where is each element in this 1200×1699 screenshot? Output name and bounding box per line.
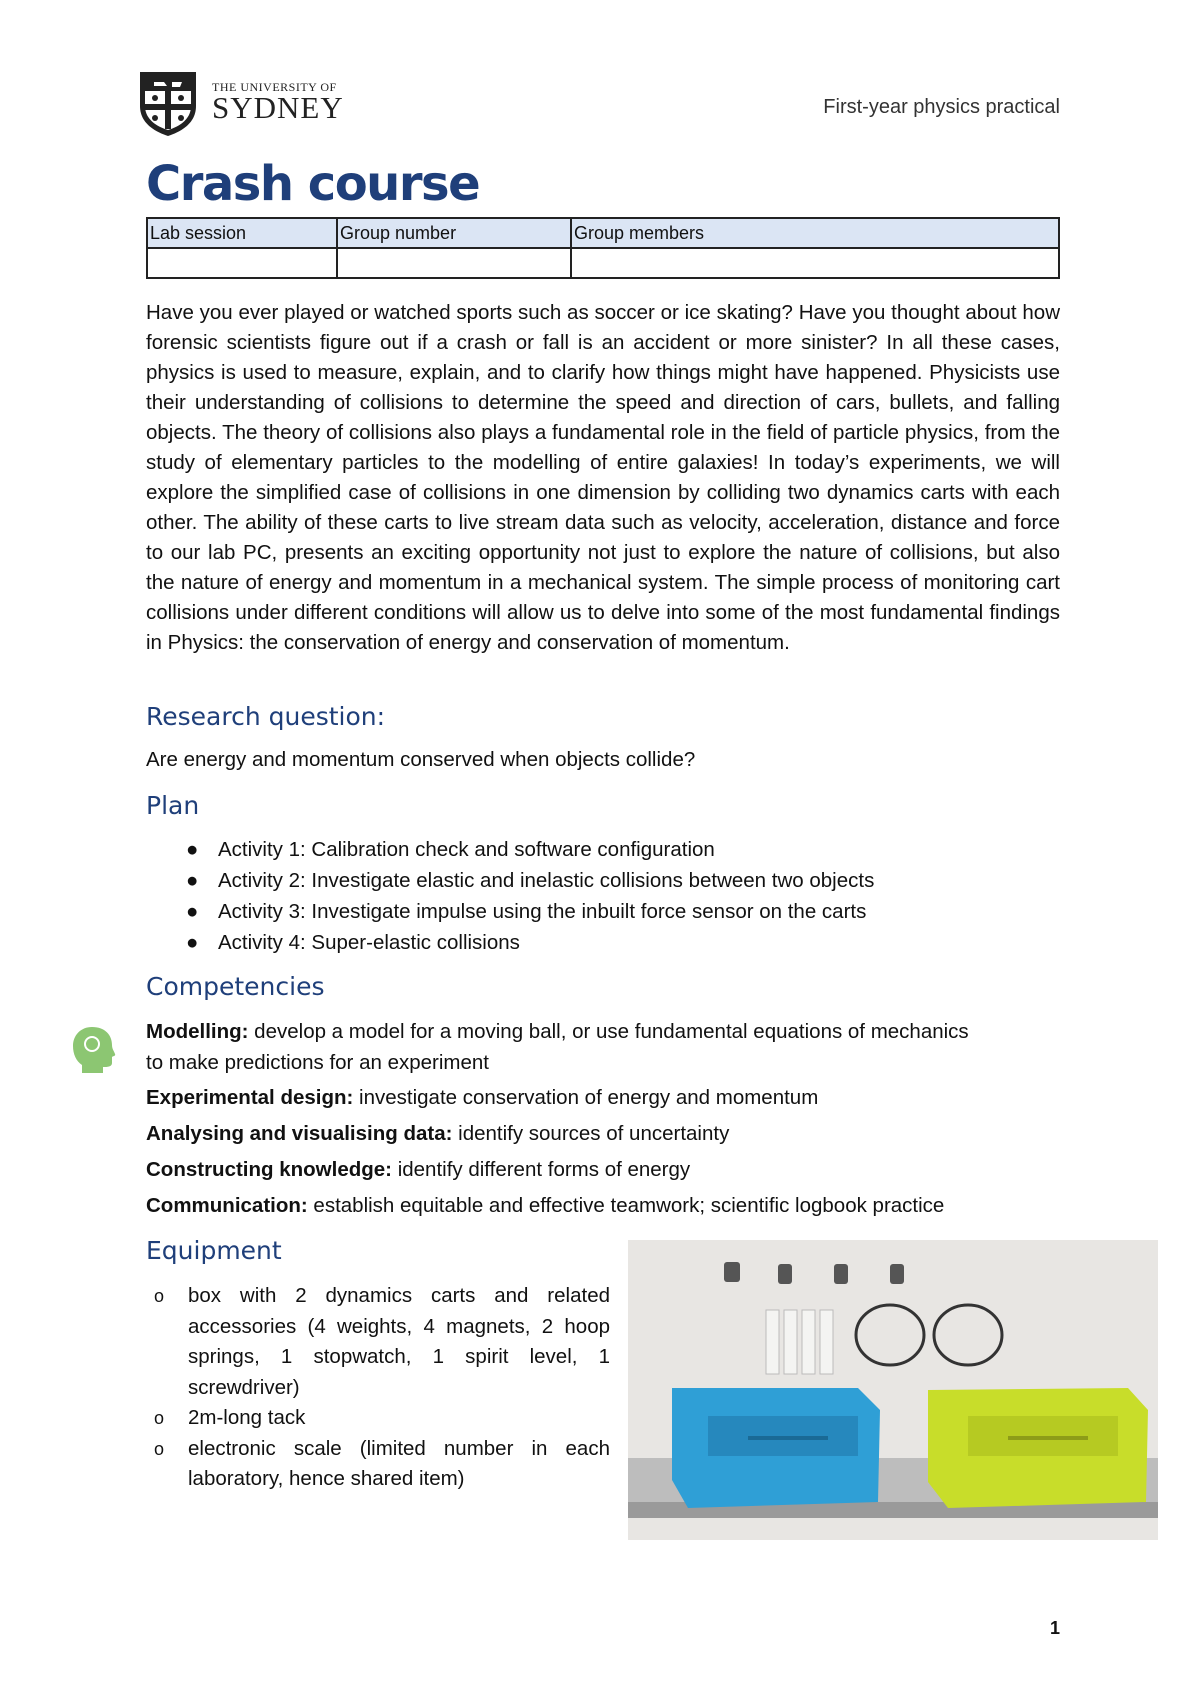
plan-heading: Plan bbox=[146, 791, 200, 820]
bullet-icon: ● bbox=[186, 931, 199, 954]
research-question-heading: Research question: bbox=[146, 702, 386, 731]
university-logo bbox=[128, 60, 344, 140]
list-item bbox=[146, 865, 874, 896]
competency-communication: Communication: establish equitable and effective teamwork; scientific logbook practice bbox=[146, 1194, 945, 1217]
group-info-table bbox=[146, 217, 1060, 279]
list-item bbox=[146, 1281, 610, 1403]
table-row bbox=[147, 248, 1059, 278]
list-item bbox=[146, 927, 874, 958]
plan-item-text: Activity 3: Investigate impulse using the inbuilt force sensor on the carts bbox=[218, 900, 867, 923]
circle-bullet-icon: o bbox=[154, 1408, 165, 1428]
list-item bbox=[146, 1403, 610, 1434]
list-item bbox=[146, 896, 874, 927]
crest-icon bbox=[136, 68, 200, 138]
circle-bullet-icon: o bbox=[154, 1438, 165, 1459]
competency-analysing-data: Analysing and visualising data: identify sources of uncertainty bbox=[146, 1122, 730, 1145]
bullet-icon: ● bbox=[186, 869, 199, 892]
logo-line2: SYDNEY bbox=[212, 90, 344, 125]
equipment-item-text: box with 2 dynamics carts and related accessories (4 weights, 4 magnets, 2 hoop springs, 1 stopwatch, 1 spirit level, 1 screwdriver) bbox=[188, 1284, 610, 1399]
equipment-item-text: electronic scale (limited number in each laboratory, hence shared item) bbox=[188, 1436, 610, 1490]
research-question-text: Are energy and momentum conserved when objects collide? bbox=[146, 748, 696, 771]
plan-list bbox=[146, 834, 874, 958]
equipment-heading: Equipment bbox=[146, 1236, 282, 1265]
table-header-row bbox=[147, 218, 1059, 248]
table-header-group-number: Group number bbox=[337, 218, 571, 248]
plan-item-text: Activity 4: Super-elastic collisions bbox=[218, 931, 520, 954]
head-profile-icon bbox=[70, 1025, 116, 1075]
equipment-item-text: 2m-long tack bbox=[188, 1406, 306, 1429]
page-title: Crash course bbox=[146, 156, 480, 212]
list-item bbox=[146, 1434, 610, 1495]
carts-illustration bbox=[628, 1240, 1158, 1540]
competency-constructing-knowledge: Constructing knowledge: identify different forms of energy bbox=[146, 1158, 691, 1181]
lab-session-cell[interactable] bbox=[147, 248, 337, 278]
equipment-list bbox=[146, 1281, 610, 1495]
competency-experimental-design: Experimental design: investigate conservation of energy and momentum bbox=[146, 1086, 819, 1109]
plan-item-text: Activity 1: Calibration check and software configuration bbox=[218, 838, 715, 861]
competency-modelling: Modelling: develop a model for a moving ball, or use fundamental equations of mechanics bbox=[146, 1020, 969, 1043]
page-number: 1 bbox=[1050, 1618, 1061, 1638]
table-header-group-members: Group members bbox=[571, 218, 1059, 248]
bullet-icon: ● bbox=[186, 838, 199, 861]
group-number-cell[interactable] bbox=[337, 248, 571, 278]
list-item bbox=[146, 834, 874, 865]
circle-bullet-icon: o bbox=[154, 1286, 165, 1306]
table-header-lab-session: Lab session bbox=[147, 218, 337, 248]
competency-modelling-cont: to make predictions for an experiment bbox=[146, 1051, 489, 1074]
equipment-photo bbox=[628, 1240, 1158, 1540]
competencies-heading: Competencies bbox=[146, 972, 325, 1001]
group-members-cell[interactable] bbox=[571, 248, 1059, 278]
header-caption: First-year physics practical bbox=[823, 96, 1060, 118]
logo-line1: THE UNIVERSITY OF bbox=[212, 80, 337, 94]
bullet-icon: ● bbox=[186, 900, 199, 923]
intro-paragraph: Have you ever played or watched sports such as soccer or ice skating? Have you thought about how forensic scientists figure out if a crash or fall is an accident or more sinister? In all these cases, physics is used to measure, explain, and to clarify how things might have happened. Physicists use their understanding of collisions to determine the speed and direction of cars, bullets, and falling objects. The theory of collisions also plays a fundamental role in the field of particle physics, from the study of elementary particles to the modelling of entire galaxies! In today’s experiments, we will explore the simplified case of collisions in one dimension by colliding two dynamics carts with each other. The ability of these carts to live stream data such as velocity, acceleration, distance and force to our lab PC, presents an exciting opportunity not just to explore the nature of collisions, but also the nature of energy and momentum in a mechanical system. The simple process of monitoring cart collisions under different conditions will allow us to delve into some of the most fundamental findings in Physics: the conservation of energy and conservation of momentum. bbox=[146, 301, 1060, 654]
plan-item-text: Activity 2: Investigate elastic and inelastic collisions between two objects bbox=[218, 869, 875, 892]
